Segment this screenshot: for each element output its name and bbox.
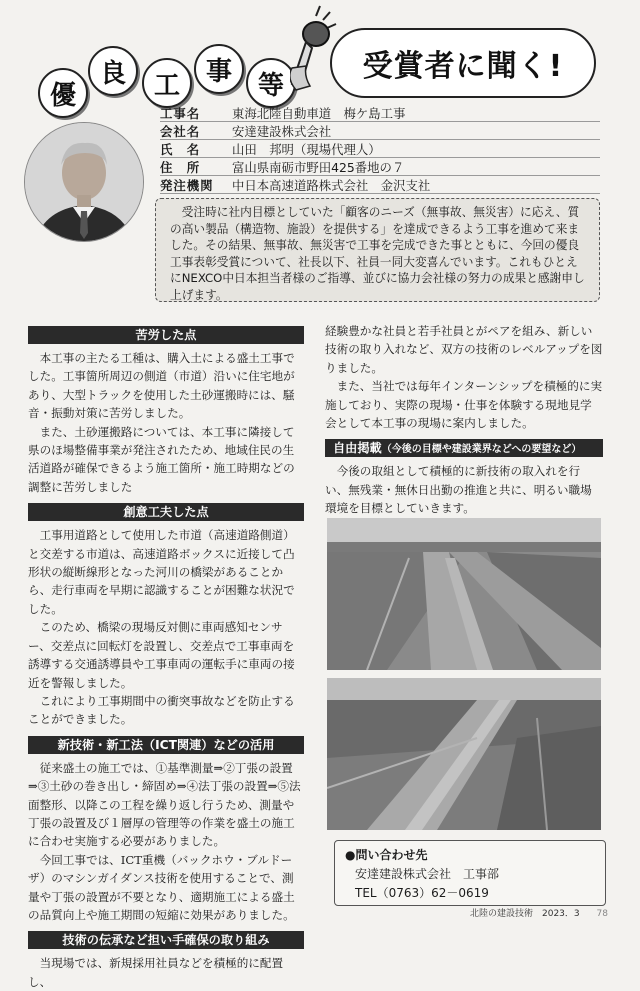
section-heading-ict: 新技術・新工法（ICT関連）などの活用 bbox=[28, 736, 304, 754]
title-badge-5: 等 bbox=[246, 58, 296, 108]
section-heading-hardship: 苦労した点 bbox=[28, 326, 304, 344]
page-footer bbox=[470, 906, 608, 919]
info-value: 中日本高速道路株式会社 金沢支社 bbox=[232, 177, 431, 193]
info-label: 工事名 bbox=[160, 105, 201, 121]
info-row-project bbox=[160, 104, 600, 122]
paragraph: また、土砂運搬路については、本工事に隣接して県のほ場整備事業が発注されたため、地域住民の生活道路が確保できるよう施工箇所・施工時期などの調整に苦労しました bbox=[28, 424, 295, 494]
info-value: 山田 邦明（現場代理人） bbox=[232, 141, 381, 157]
info-label: 氏 名 bbox=[160, 141, 201, 157]
contact-tel: TEL（0763）62－0619 bbox=[355, 886, 489, 900]
paragraph: このため、橋梁の現場反対側に車両感知センサー、交差点に回転灯を設置し、交差点で工事車両を誘導する交通誘導員や工事車両の運転手に車両の接近を警報しました。 bbox=[28, 620, 295, 690]
publication-name: 北陸の建設技術 2023．3 bbox=[470, 909, 580, 919]
right-column bbox=[325, 322, 603, 518]
aerial-photo-2 bbox=[327, 678, 601, 830]
paragraph: 今後の取組として積極的に新技術の取入れを行い、無残業・無休日出勤の推進と共に、明るい職場環境を目標としていきます。 bbox=[325, 464, 592, 516]
title-badge-3: 工 bbox=[142, 58, 192, 108]
page-number: 78 bbox=[596, 909, 608, 919]
project-info-table bbox=[160, 104, 600, 194]
left-column bbox=[28, 322, 304, 991]
aerial-photo-1 bbox=[327, 518, 601, 670]
paragraph: 当現場では、新規採用社員などを積極的に配置し、 bbox=[28, 956, 284, 989]
microphone-icon bbox=[290, 4, 338, 92]
info-row-name bbox=[160, 140, 600, 158]
section-heading-ingenuity: 創意工夫した点 bbox=[28, 503, 304, 521]
info-value: 安達建設株式会社 bbox=[232, 123, 332, 139]
interview-title-bubble: 受賞者に聞く! bbox=[330, 28, 596, 98]
title-badge-1: 優 bbox=[38, 68, 88, 118]
intro-comment-box: 受注時に社内目標としていた「顧客のニーズ（無事故、無災害）に応え、質の高い製品（構造物、施設）を提供する」を達成できるよう工事を進めて来ました。その結果、無事故、無災害で工事を完成できた事とともに、今回の優良工事表彰受賞について、社長以下、社員一同大変喜んでいます。これもひとえにNEXCO中日本担当者様のご指導、並びに協力会社様の努力の成果と感謝申し上げます。 bbox=[155, 198, 600, 302]
info-label: 発注機関 bbox=[160, 177, 214, 193]
info-value: 東海北陸自動車道 梅ケ島工事 bbox=[232, 105, 406, 121]
paragraph: 工事用道路として使用した市道（高速道路側道）と交差する市道は、高速道路ボックスに近接して凸形状の縦断線形となった河川の橋梁があることから、走行車両を早期に認識することが困難な状況でした。 bbox=[28, 528, 295, 616]
info-label: 住 所 bbox=[160, 159, 201, 175]
contact-company: 安達建設株式会社 工事部 bbox=[355, 867, 500, 881]
info-row-client bbox=[160, 176, 600, 194]
paragraph: また、当社では毎年インターンシップを積極的に実施しており、実際の現場・仕事を体験する現地見学会として本工事の現場に案内しました。 bbox=[325, 379, 603, 431]
portrait-photo bbox=[24, 122, 144, 242]
title-badge-4: 事 bbox=[194, 44, 244, 94]
contact-box bbox=[334, 840, 606, 906]
section-heading-free-title: 自由掲載 bbox=[333, 441, 382, 456]
section-heading-free bbox=[325, 439, 603, 457]
info-row-company bbox=[160, 122, 600, 140]
paragraph: これにより工事期間中の衝突事故などを防止することができました。 bbox=[28, 693, 295, 727]
section-heading-free-note: （今後の目標や建設業界などへの要望など） bbox=[381, 444, 582, 456]
title-badge-2: 良 bbox=[88, 46, 138, 96]
contact-title: ●問い合わせ先 bbox=[345, 848, 428, 862]
section-heading-succession: 技術の伝承など担い手確保の取り組み bbox=[28, 931, 304, 949]
paragraph: 従来盛土の施工では、①基準測量⇒②丁張の設置⇒③土砂の巻き出し・締固め⇒④法丁張の設置⇒⑤法面整形、以降この工程を繰り返し行うため、測量や丁張の設置及び１層厚の管理等の作業を盛土の施工に合わせ実施する必要がありました。 bbox=[28, 760, 301, 849]
paragraph: 経験豊かな社員と若手社員とがペアを組み、新しい技術の取り入れなど、双方の技術のレベルアップを図りました。 bbox=[325, 324, 603, 375]
info-label: 会社名 bbox=[160, 123, 201, 139]
info-row-address bbox=[160, 158, 600, 176]
paragraph: 本工事の主たる工種は、購入土による盛土工事でした。工事箇所周辺の側道（市道）沿いに住宅地があり、大型トラックを使用した土砂運搬時には、騒音・振動対策に苦労しました。 bbox=[28, 351, 295, 421]
paragraph: 今回工事では、ICT重機（バックホウ・ブルドーザ）のマシンガイダンス技術を使用することで、測量や丁張の設置が不要となり、適期施工による盛土の品質向上や施工期間の短縮に効果がありました。 bbox=[28, 852, 295, 922]
info-value: 富山県南砺市野田425番地の７ bbox=[232, 159, 405, 175]
